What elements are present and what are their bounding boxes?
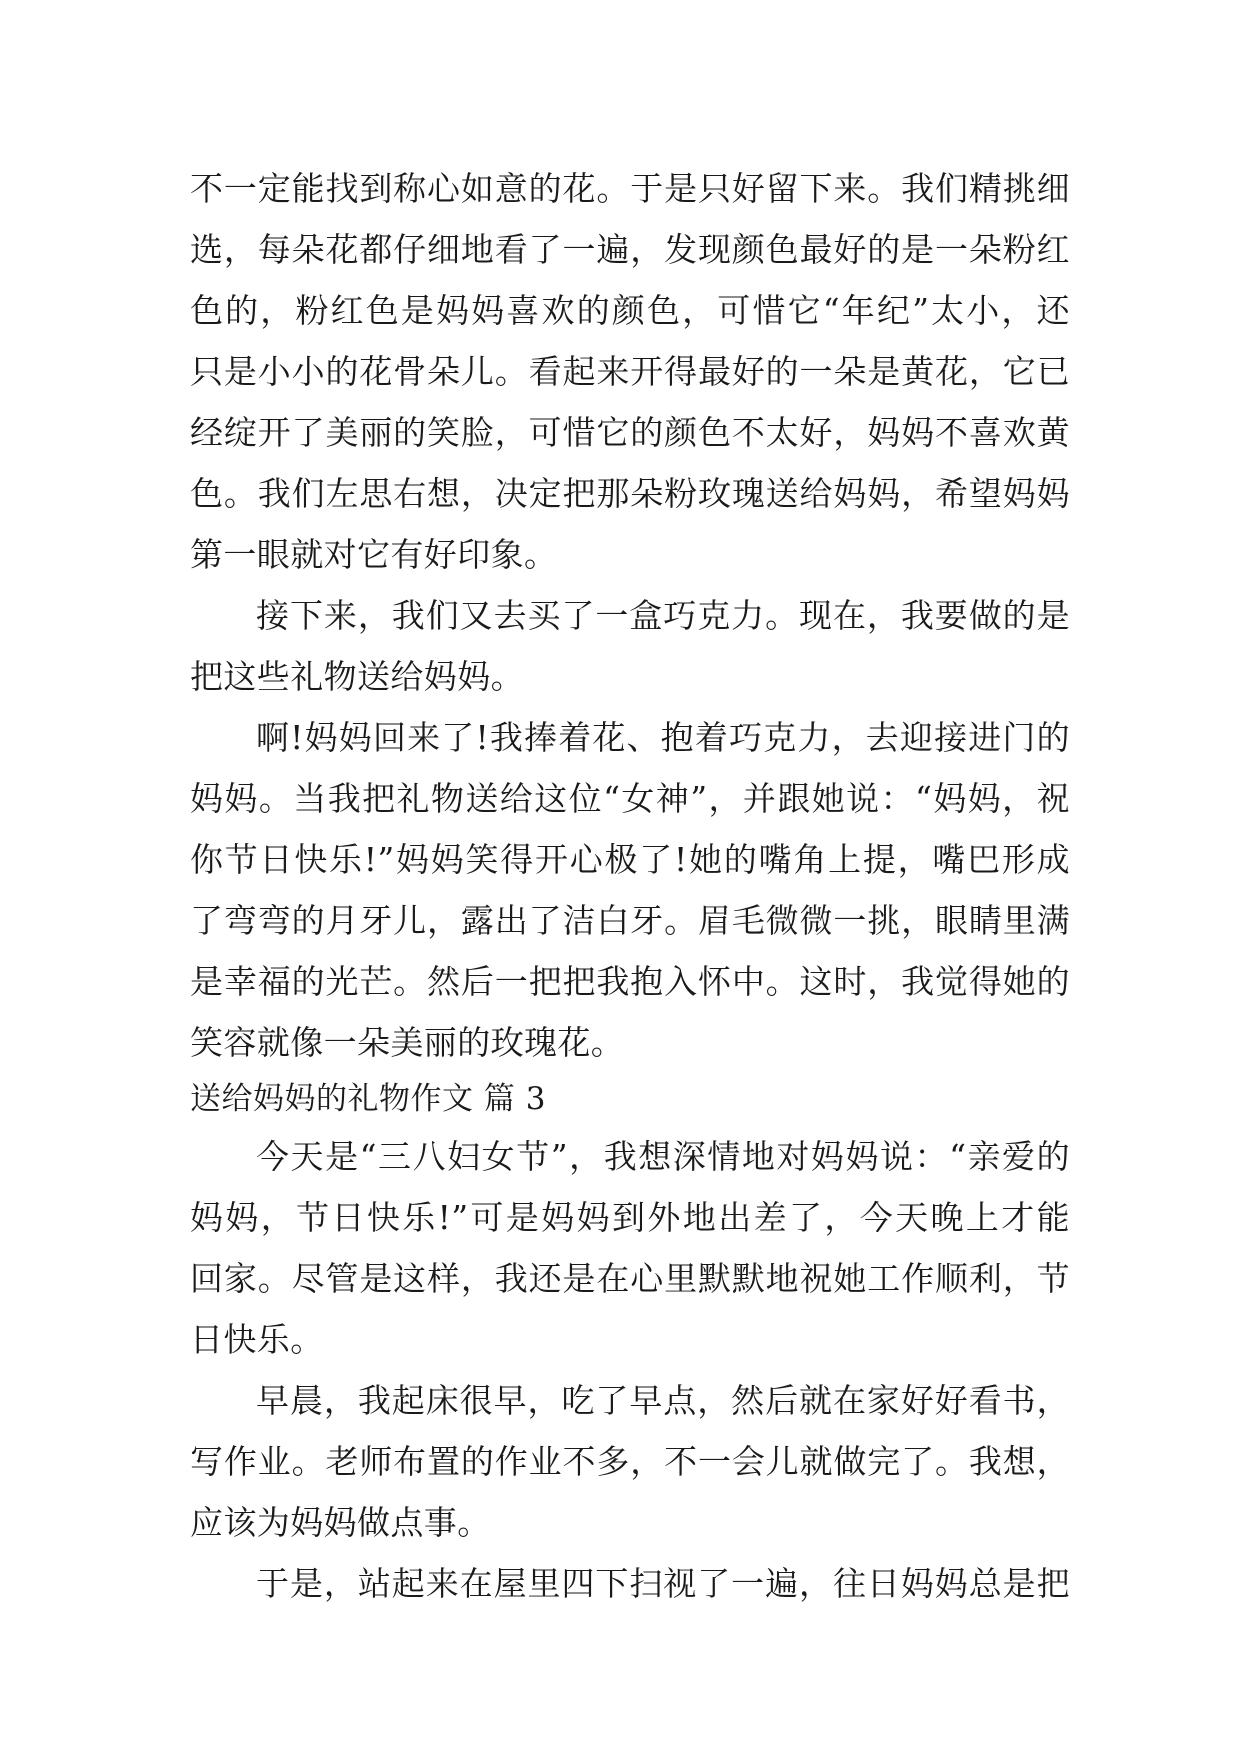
text-line: 妈妈，节日快乐!”可是妈妈到外地出差了，今天晚上才能 xyxy=(190,1198,1070,1237)
text-line: 笑容就像一朵美丽的玫瑰花。 xyxy=(190,1023,625,1062)
text-line: 日快乐。 xyxy=(190,1320,324,1359)
text-line: 把这些礼物送给妈妈。 xyxy=(190,657,524,696)
paragraph xyxy=(190,585,1070,707)
paragraph xyxy=(190,158,1070,585)
text-line: 第一眼就对它有好印象。 xyxy=(190,535,558,574)
text-line: 回家。尽管是这样，我还是在心里默默地祝她工作顺利，节 xyxy=(190,1259,1070,1298)
text-line: 妈妈。当我把礼物送给这位“女神”，并跟她说：“妈妈，祝 xyxy=(190,779,1070,818)
text-line: 于是，站起来在屋里四下扫视了一遍，往日妈妈总是把 xyxy=(256,1564,1070,1603)
text-line: 接下来，我们又去买了一盒巧克力。现在，我要做的是 xyxy=(256,596,1070,635)
text-line: 今天是“三八妇女节”，我想深情地对妈妈说：“亲爱的 xyxy=(256,1137,1070,1176)
text-line: 是幸福的光芒。然后一把把我抱入怀中。这时，我觉得她的 xyxy=(190,962,1070,1001)
paragraph xyxy=(190,1126,1070,1370)
paragraph xyxy=(190,707,1070,1073)
text-line: 经绽开了美丽的笑脸，可惜它的颜色不太好，妈妈不喜欢黄 xyxy=(190,413,1070,452)
text-line: 色的，粉红色是妈妈喜欢的颜色，可惜它“年纪”太小，还 xyxy=(190,291,1070,330)
document-body xyxy=(190,158,1070,1614)
paragraph xyxy=(190,1370,1070,1553)
text-line: 不一定能找到称心如意的花。于是只好留下来。我们精挑细 xyxy=(190,169,1070,208)
text-line: 选，每朵花都仔细地看了一遍，发现颜色最好的是一朵粉红 xyxy=(190,230,1070,269)
paragraph xyxy=(190,1553,1070,1614)
text-line: 色。我们左思右想，决定把那朵粉玫瑰送给妈妈，希望妈妈 xyxy=(190,474,1070,513)
text-line: 应该为妈妈做点事。 xyxy=(190,1503,491,1542)
text-line: 早晨，我起床很早，吃了早点，然后就在家好好看书， xyxy=(256,1381,1070,1420)
text-line: 了弯弯的月牙儿，露出了洁白牙。眉毛微微一挑，眼睛里满 xyxy=(190,901,1070,940)
text-line: 你节日快乐!”妈妈笑得开心极了!她的嘴角上提，嘴巴形成 xyxy=(190,840,1070,879)
text-line: 啊!妈妈回来了!我捧着花、抱着巧克力，去迎接进门的 xyxy=(256,718,1070,757)
section-heading: 送给妈妈的礼物作文 篇 3 xyxy=(190,1081,546,1117)
text-line: 只是小小的花骨朵儿。看起来开得最好的一朵是黄花，它已 xyxy=(190,352,1070,391)
text-line: 写作业。老师布置的作业不多，不一会儿就做完了。我想， xyxy=(190,1442,1070,1481)
